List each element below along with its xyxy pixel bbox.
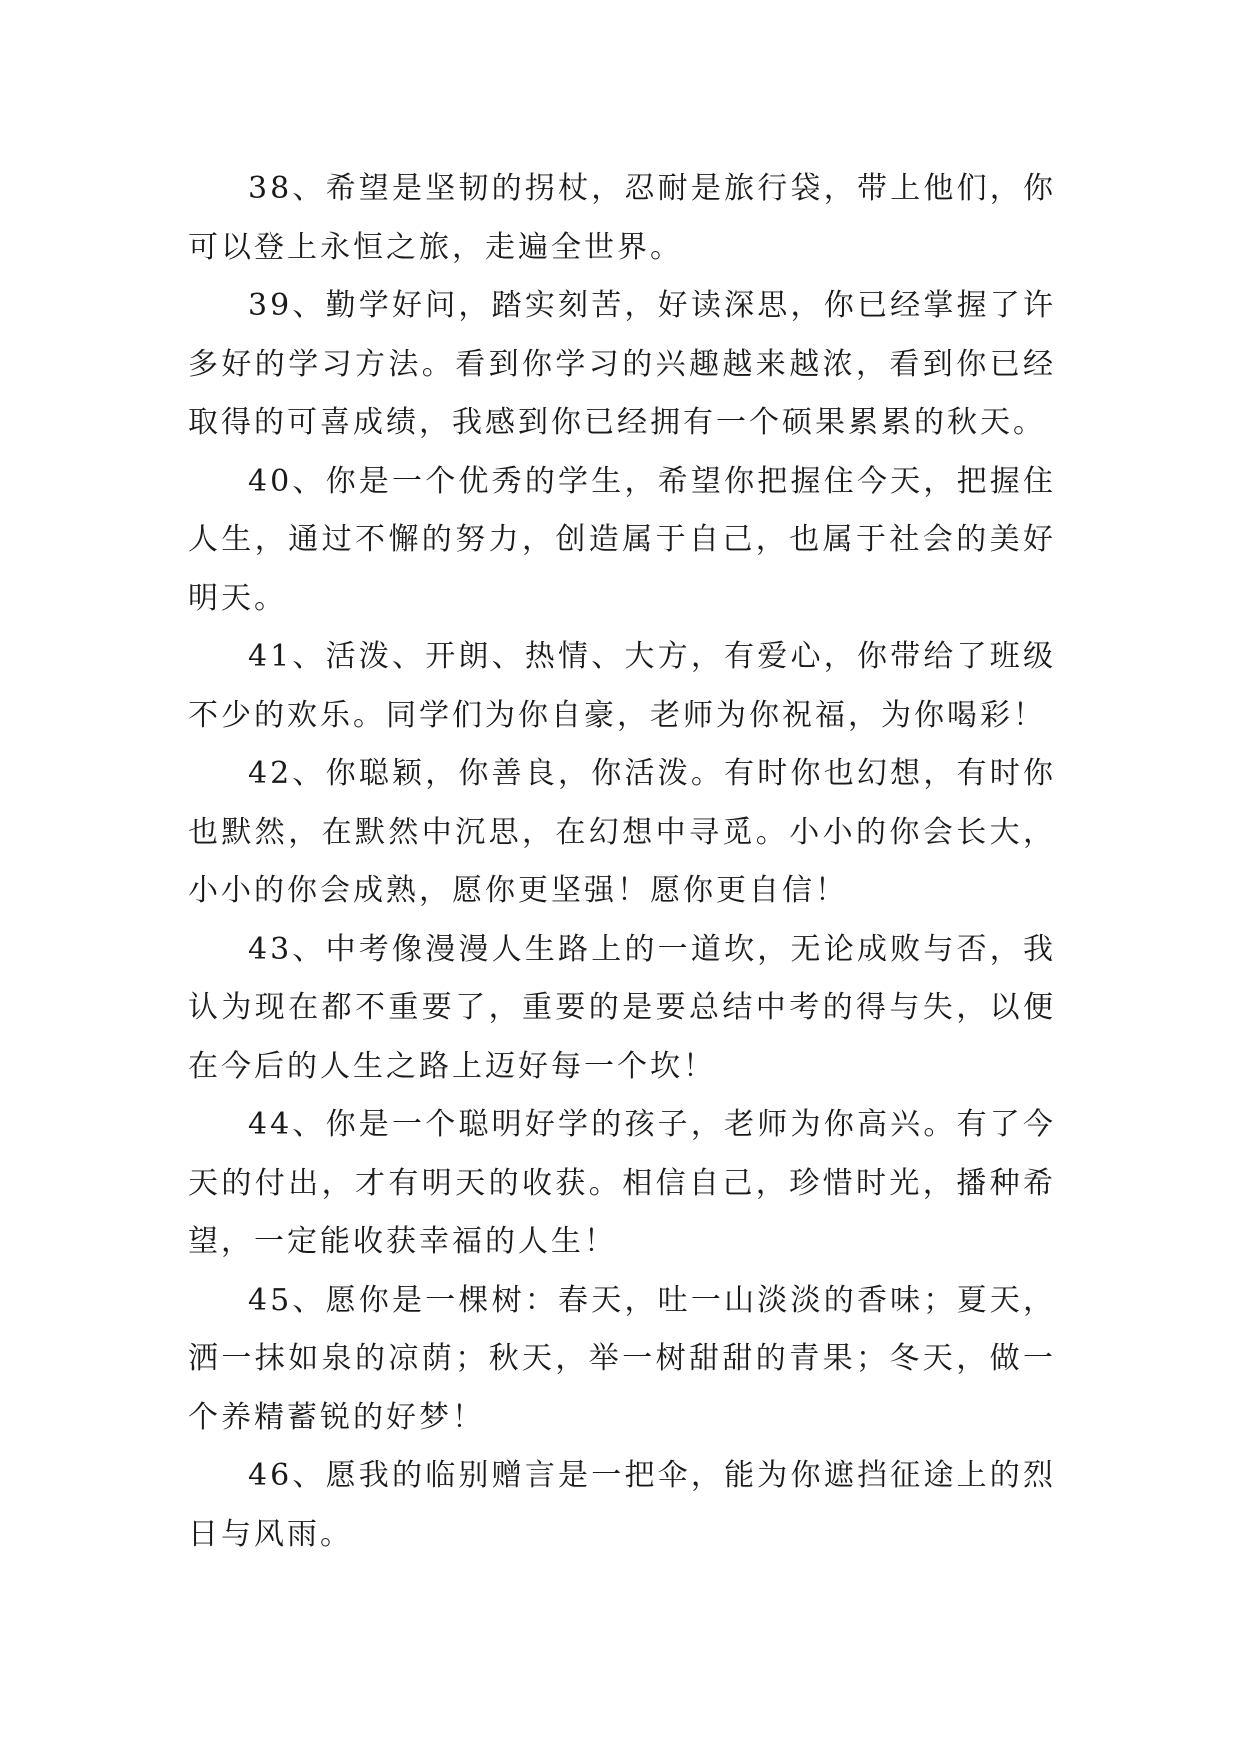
paragraph-43: 43、中考像漫漫人生路上的一道坎，无论成败与否，我认为现在都不重要了，重要的是要总结中考的得与失，以便在今后的人生之路上迈好每一个坎！ — [188, 931, 1056, 1084]
paragraph-41: 41、活泼、开朗、热情、大方，有爱心，你带给了班级不少的欢乐。同学们为你自豪，老师为你祝福，为你喝彩！ — [188, 639, 1056, 733]
document-body — [188, 160, 1056, 1564]
paragraph-42: 42、你聪颖，你善良，你活泼。有时你也幻想，有时你也默然，在默然中沉思，在幻想中寻觅。小小的你会长大，小小的你会成熟，愿你更坚强！愿你更自信！ — [188, 756, 1056, 908]
paragraph-46: 46、愿我的临别赠言是一把伞，能为你遮挡征途上的烈日与风雨。 — [188, 1458, 1056, 1552]
paragraph-40: 40、你是一个优秀的学生，希望你把握住今天，把握住人生，通过不懈的努力，创造属于自己，也属于社会的美好明天。 — [188, 463, 1056, 616]
paragraph-45: 45、愿你是一棵树：春天，吐一山淡淡的香味；夏天，洒一抹如泉的凉荫；秋天，举一树甜甜的青果；冬天，做一个养精蓄锐的好梦！ — [188, 1282, 1056, 1435]
paragraph-39: 39、勤学好问，踏实刻苦，好读深思，你已经掌握了许多好的学习方法。看到你学习的兴趣越来越浓，看到你已经取得的可喜成绩，我感到你已经拥有一个硕果累累的秋天。 — [188, 288, 1056, 440]
paragraph-44: 44、你是一个聪明好学的孩子，老师为你高兴。有了今天的付出，才有明天的收获。相信自己，珍惜时光，播种希望，一定能收获幸福的人生！ — [188, 1107, 1056, 1259]
paragraph-38: 38、希望是坚韧的拐杖，忍耐是旅行袋，带上他们，你可以登上永恒之旅，走遍全世界。 — [188, 171, 1056, 265]
